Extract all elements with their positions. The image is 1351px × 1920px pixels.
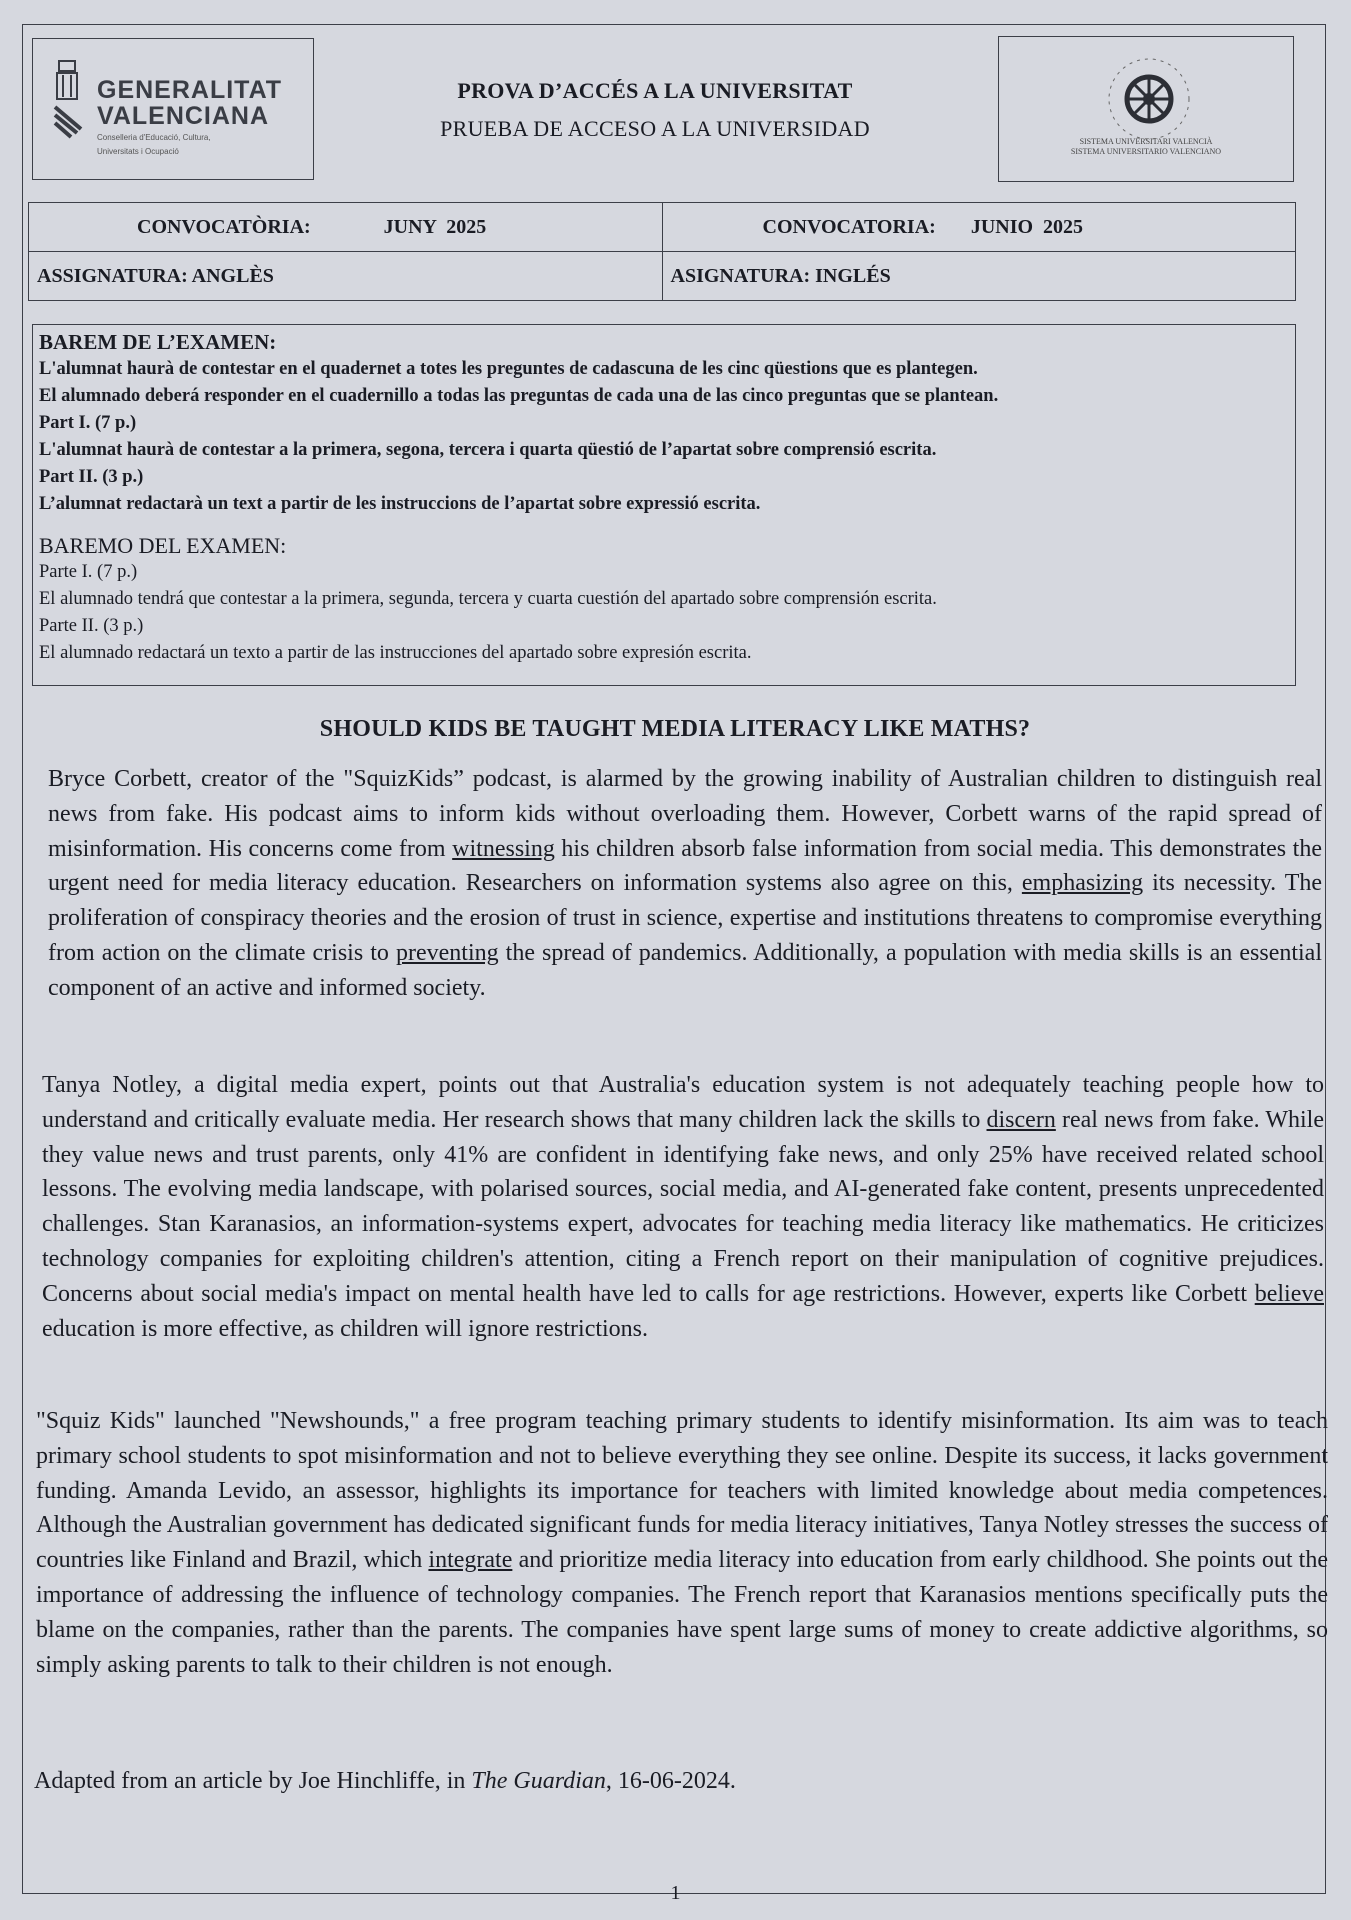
generalitat-logo-box: [32, 38, 314, 180]
p1-underlined-1: witnessing: [452, 835, 555, 862]
article-title: SHOULD KIDS BE TAUGHT MEDIA LITERACY LIKE MATHS?: [319, 716, 1031, 742]
convocatoria-es-value: JUNIO 2025: [970, 215, 1084, 238]
barem-es-part1-text: El alumnado tendrá que contestar a la primera, segunda, tercera y cuarta cuestión del apartado sobre comprensión escrita.: [39, 589, 937, 609]
suv-caption: [999, 137, 1293, 157]
barem-heading-es: BAREMO DEL EXAMEN:: [39, 533, 287, 558]
generalitat-sub-1: Conselleria d'Educació, Cultura,: [97, 133, 211, 142]
generalitat-sub-2: Universitats i Ocupació: [97, 147, 179, 156]
source-suffix: , 16-06-2024.: [605, 1768, 736, 1794]
page-number: 1: [670, 1882, 681, 1904]
barem-ca-part1-text: L'alumnat haurà de contestar a la primera, segona, tercera i quarta qüestió de l’apartat sobre comprensió escrita.: [39, 440, 937, 460]
p1-underlined-2: emphasizing: [1021, 870, 1144, 897]
barem-ca-part2-text: L’alumnat redactarà un text a partir de les instruccions de l’apartat sobre expressió escrita.: [39, 494, 761, 514]
barem-ca-line1: L'alumnat haurà de contestar en el quadernet a totes les preguntes de cadascuna de les cinc qüestions que es plantegen.: [39, 359, 978, 379]
exam-title-ca: PROVA D’ACCÉS A LA UNIVERSITAT: [457, 78, 853, 103]
subject-es: ASIGNATURA: INGLÉS: [670, 264, 891, 287]
subject-ca: ASSIGNATURA: ANGLÈS: [37, 264, 274, 287]
convocatoria-ca-value: JUNY 2025: [383, 215, 487, 238]
convocatoria-es-label: CONVOCATORIA:: [762, 215, 936, 238]
p3-text-a: "Squiz Kids" launched "Newshounds," a free program teaching primary students to identify misinformation. Its aim was to teach primary school students to spot misinformation and not to believe everything they see online. Despite its success, it lacks government funding. Amanda Levido, an assessor, highlights its importance for teachers with limited knowledge about media competences. Although the Australian government has dedicated significant funds for media literacy initiatives, Tanya Notley stresses the success of countries like Finland and Brazil, which: [36, 1408, 1328, 1574]
barem-es-part2-text: El alumnado redactará un texto a partir de las instrucciones del apartado sobre expresión escrita.: [39, 643, 752, 663]
p1-text-b: his children absorb false information from social media. This demonstrates the urgent need for media literacy education. Researchers on information systems also agree on this,: [48, 835, 1322, 897]
source-prefix: Adapted from an article by Joe Hinchliffe, in: [34, 1768, 472, 1794]
barem-ca-part1: Part I. (7 p.): [39, 413, 137, 433]
p1-text-c: its necessity. The proliferation of conspiracy theories and the erosion of trust in science, expertise and institutions threatens to compromise everything from action on the climate crisis to: [48, 870, 1323, 966]
generalitat-name-2: VALENCIANA: [97, 102, 270, 130]
barem-es-line1: El alumnado deberá responder en el cuadernillo a todas las preguntas de cada una de las cinco preguntas que se plantean.: [39, 386, 999, 406]
source-publication: The Guardian: [471, 1768, 606, 1794]
subject-ca-cell: [29, 252, 663, 301]
barem-ca-part2: Part II. (3 p.): [39, 467, 144, 487]
barem-es-part2: Parte II. (3 p.): [39, 616, 144, 636]
convocatoria-row: [29, 203, 1296, 252]
grading-box: [32, 324, 1296, 686]
p2-text-b: real news from fake. While they value news and trust parents, only 41% are confident in identifying fake news, and only 25% have received related school lessons. The evolving media landscape, with polarised sources, social media, and AI-generated fake content, presents unprecedented challenges. Stan Karanasios, an information-systems expert, advocates for teaching media literacy like mathematics. He criticizes technology companies for exploiting children's attention, citing a French report on their manipulation of cognitive prejudices. Concerns about social media's impact on mental health have led to calls for age restrictions. However, experts like Corbett: [42, 1106, 1324, 1307]
suv-caption-ca: SISTEMA UNIVERSITARI VALENCIÀ: [1079, 137, 1213, 146]
subject-row: [29, 252, 1296, 301]
p3-text-b: and prioritize media literacy into education from early childhood. She points out the importance of addressing the influence of technology companies. The French report that Karanasios mentions specifically puts the blame on the companies, rather than the parents. The companies have spent large sums of money to create addictive algorithms, so simply asking parents to talk to their children is not enough.: [36, 1547, 1329, 1678]
suv-caption-es: SISTEMA UNIVERSITARIO VALENCIANO: [1070, 147, 1222, 156]
generalitat-wordmark: [97, 77, 282, 157]
p1-underlined-3: preventing: [395, 939, 499, 966]
article-source: [34, 1768, 736, 1795]
article-paragraph-1: [48, 762, 1322, 1006]
barem-heading-ca: BAREM DE L’EXAMEN:: [39, 330, 277, 354]
suv-seal-icon: [1099, 49, 1199, 149]
p1-text-d: the spread of pandemics. Additionally, a population with media skills is an essential component of an active and informed society.: [48, 939, 1323, 1001]
p2-text-a: Tanya Notley, a digital media expert, points out that Australia's education system is not adequately teaching people how to understand and critically evaluate media. Her research shows that many children lack the skills to: [42, 1072, 1324, 1133]
suv-logo-box: [998, 36, 1294, 182]
p2-text-c: education is more effective, as children will ignore restrictions.: [42, 1315, 649, 1342]
exam-title-es: PRUEBA DE ACCESO A LA UNIVERSIDAD: [440, 116, 870, 141]
p2-underlined-1: discern: [986, 1106, 1056, 1133]
convocatoria-table: [28, 202, 1296, 301]
convocatoria-ca-label: CONVOCATÒRIA:: [137, 215, 311, 238]
convocatoria-ca-cell: [29, 203, 663, 252]
article-paragraph-2: [42, 1068, 1324, 1346]
p3-underlined-1: integrate: [428, 1547, 513, 1574]
convocatoria-es-cell: [662, 203, 1296, 252]
generalitat-emblem-icon: [51, 59, 89, 147]
article-paragraph-3: [36, 1404, 1328, 1682]
p1-text-a: Bryce Corbett, creator of the "SquizKids” podcast, is alarmed by the growing inability of Australian children to distinguish real news from fake. His podcast aims to inform kids without overloading them. However, Corbett warns of the rapid spread of misinformation. His concerns come from: [48, 766, 1322, 862]
generalitat-name-1: GENERALITAT: [97, 76, 283, 104]
barem-es-part1: Parte I. (7 p.): [39, 562, 138, 582]
subject-es-cell: [662, 252, 1296, 301]
p2-underlined-2: believe: [1254, 1280, 1324, 1307]
